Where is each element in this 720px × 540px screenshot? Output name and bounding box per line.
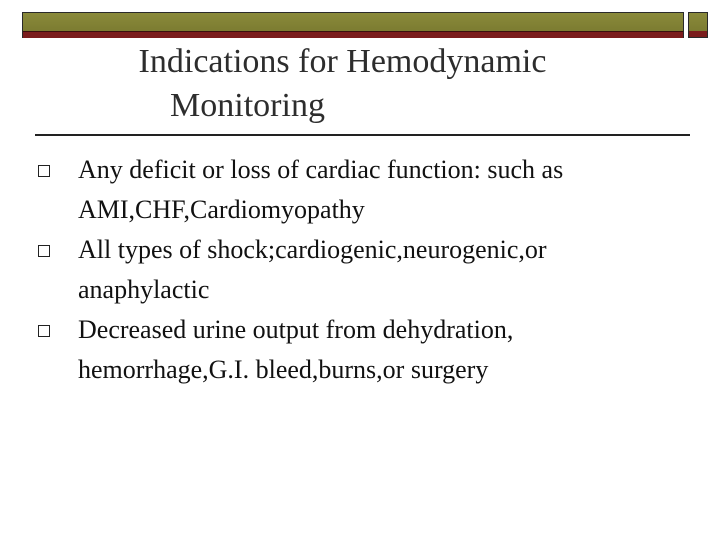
bullet-text	[78, 230, 698, 310]
hollow-square-bullet-icon	[38, 325, 50, 337]
slide-title	[0, 40, 680, 128]
bullet-line: All types of shock;cardiogenic,neurogenic,or	[78, 235, 547, 264]
hollow-square-bullet-icon	[38, 245, 50, 257]
header-decorative-square	[688, 12, 708, 38]
header-square-stripe	[689, 31, 707, 37]
bullet-line: Any deficit or loss of cardiac function: such as	[78, 155, 564, 184]
title-divider	[35, 134, 690, 136]
bullet-line: anaphylactic	[78, 275, 210, 304]
bullet-line: AMI,CHF,Cardiomyopathy	[78, 195, 365, 224]
bullet-line: Decreased urine output from dehydration,	[78, 315, 514, 344]
bullet-list	[38, 150, 698, 390]
header-decorative-bar	[22, 12, 684, 38]
bullet-text	[78, 310, 698, 390]
header-bar-stripe	[23, 31, 683, 38]
bullet-text	[78, 150, 698, 230]
bullet-item	[38, 310, 698, 390]
bullet-item	[38, 150, 698, 230]
hollow-square-bullet-icon	[38, 165, 50, 177]
title-line-1: Indications for Hemodynamic	[138, 43, 547, 80]
bullet-line: hemorrhage,G.I. bleed,burns,or surgery	[78, 355, 489, 384]
title-line-2: Monitoring	[170, 87, 325, 124]
bullet-item	[38, 230, 698, 310]
